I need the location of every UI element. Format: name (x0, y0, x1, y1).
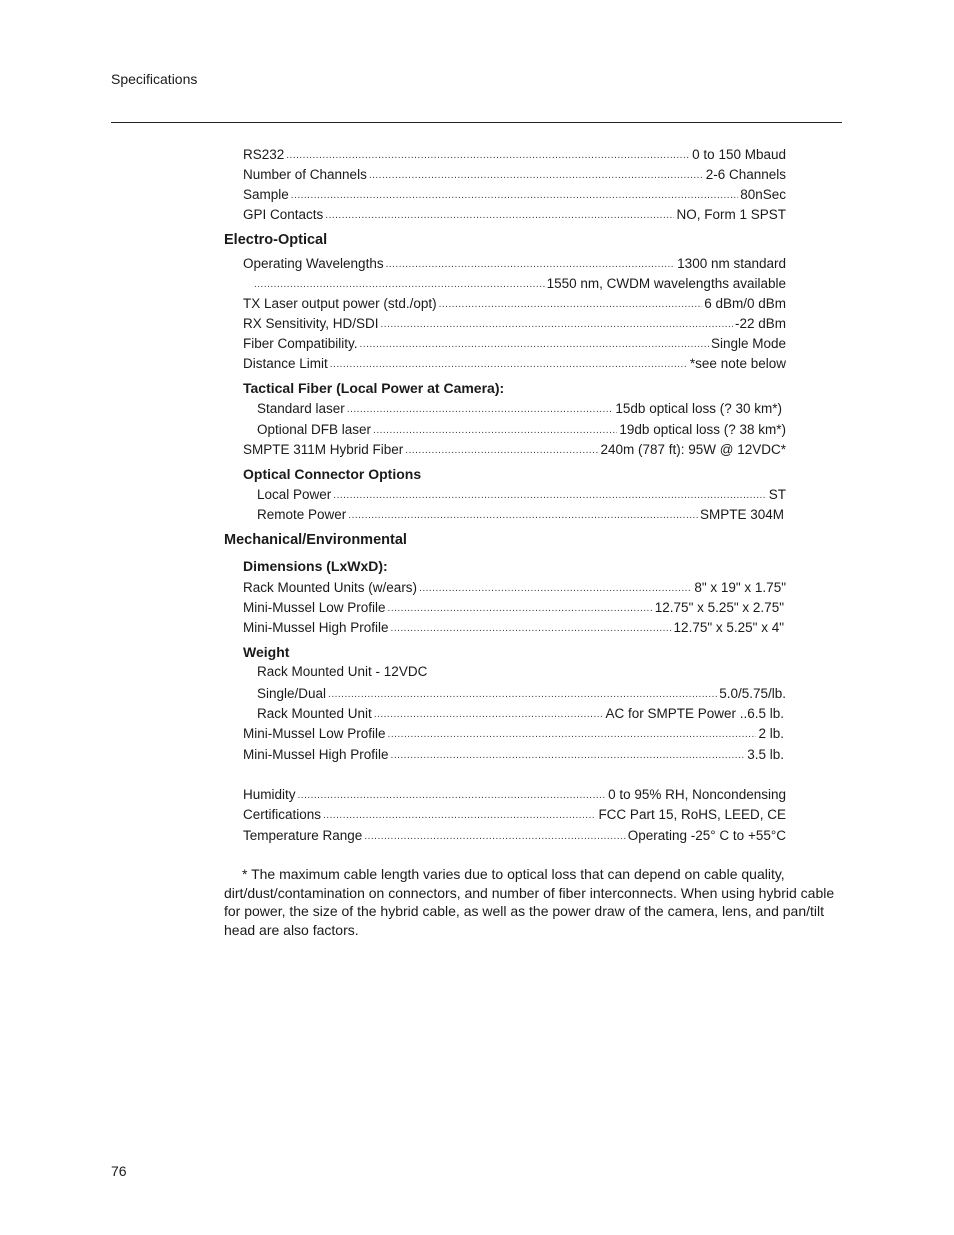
leader-dots (360, 337, 709, 353)
leader-dots (323, 808, 596, 824)
spec-label: Sample (243, 187, 289, 202)
spec-row (243, 334, 786, 353)
footnote (224, 865, 844, 940)
spec-row (243, 165, 786, 184)
spec-label: SMPTE 311M Hybrid Fiber (243, 442, 404, 457)
spec-row (257, 399, 782, 418)
footnote-text: * The maximum cable length varies due to optical loss that can depend on cable quality, dirt/dust/contamination on connectors, and number of fiber interconnects. When using hybrid cable for power, the size of the hybrid cable, as well as the power draw of the camera, lens, and pan/tilt head are also factors. (224, 866, 835, 939)
spec-label: Mini-Mussel High Profile (243, 620, 389, 635)
leader-dots (405, 443, 598, 459)
spec-row (243, 745, 784, 764)
spec-label: Humidity (243, 787, 296, 802)
spec-value: 1550 nm, CWDM wavelengths available (546, 276, 786, 291)
page-number: 76 (111, 1163, 127, 1179)
spec-value: 3.5 lb. (747, 747, 784, 762)
spec-label: Fiber Compatibility. (243, 336, 358, 351)
spec-row (243, 440, 786, 459)
leader-dots (364, 829, 625, 845)
leader-dots (388, 601, 653, 617)
spec-label: Mini-Mussel Low Profile (243, 600, 386, 615)
section-heading: Electro-Optical (224, 232, 328, 248)
leader-dots (386, 257, 676, 273)
spec-row (243, 185, 786, 204)
spec-value: 8" x 19" x 1.75" (694, 580, 786, 595)
spec-value: SMPTE 304M (699, 507, 784, 522)
spec-row (257, 704, 784, 723)
leader-dots (391, 621, 672, 637)
leader-dots (333, 488, 766, 504)
leader-dots (298, 788, 607, 804)
leader-dots (286, 148, 690, 164)
spec-label: Certifications (243, 807, 322, 822)
subsection-heading: Weight (243, 644, 290, 660)
leader-dots (347, 402, 614, 418)
spec-value: 240m (787 ft): 95W @ 12VDC* (600, 442, 786, 457)
spec-value: NO, Form 1 SPST (676, 207, 786, 222)
leader-dots (254, 277, 545, 293)
spec-value: -22 dBm (734, 316, 786, 331)
spec-label: Single/Dual (257, 686, 327, 701)
spec-label: GPI Contacts (243, 207, 324, 222)
leader-dots (388, 727, 757, 743)
spec-row (243, 598, 784, 617)
spec-row (252, 274, 786, 293)
spec-row (243, 724, 784, 743)
spec-row (243, 578, 786, 597)
spec-value: ST (768, 487, 786, 502)
leader-dots (419, 581, 692, 597)
weight-label: Rack Mounted Unit - 12VDC (257, 664, 428, 679)
spec-label: Mini-Mussel Low Profile (243, 726, 386, 741)
spec-row (243, 618, 784, 637)
spec-row (243, 354, 786, 373)
spec-value: Operating -25° C to +55°C (627, 828, 786, 843)
header-rule (111, 122, 842, 123)
subsection-heading: Dimensions (LxWxD): (243, 558, 388, 574)
spec-label: Rack Mounted Units (w/ears) (243, 580, 418, 595)
spec-row (257, 485, 786, 504)
spec-row (243, 314, 786, 333)
leader-dots (291, 188, 738, 204)
leader-dots (374, 707, 604, 723)
spec-value: 2 lb. (758, 726, 784, 741)
spec-label: Local Power (257, 487, 332, 502)
spec-value: *see note below (689, 356, 786, 371)
spec-label: Distance Limit (243, 356, 328, 371)
spec-label: Mini-Mussel High Profile (243, 747, 389, 762)
leader-dots (369, 168, 704, 184)
spec-label: Rack Mounted Unit (257, 706, 372, 721)
spec-row (257, 684, 786, 703)
leader-dots (330, 357, 688, 373)
leader-dots (391, 748, 746, 764)
spec-value: 12.75" x 5.25" x 4" (673, 620, 784, 635)
spec-value: 0 to 95% RH, Noncondensing (608, 787, 786, 802)
spec-row (257, 420, 786, 439)
spec-label: Standard laser (257, 401, 345, 416)
spec-row (243, 826, 786, 845)
leader-dots (381, 317, 733, 333)
spec-value: 80nSec (740, 187, 786, 202)
spec-value: 12.75" x 5.25" x 2.75" (654, 600, 784, 615)
spec-row (243, 785, 786, 804)
spec-label: RS232 (243, 147, 285, 162)
spec-row (243, 145, 786, 164)
section-heading: Mechanical/Environmental (224, 532, 407, 548)
spec-value: 5.0/5.75/lb. (719, 686, 786, 701)
spec-label: TX Laser output power (std./opt) (243, 296, 437, 311)
spec-row (243, 254, 786, 273)
leader-dots (348, 508, 698, 524)
spec-label: Remote Power (257, 507, 347, 522)
spec-value: 6 dBm/0 dBm (704, 296, 786, 311)
subsection-heading: Tactical Fiber (Local Power at Camera): (243, 380, 505, 396)
leader-dots (373, 423, 617, 439)
spec-label: Optional DFB laser (257, 422, 372, 437)
spec-label: Operating Wavelengths (243, 256, 384, 271)
spec-label: Temperature Range (243, 828, 363, 843)
spec-value: FCC Part 15, RoHS, LEED, CE (598, 807, 786, 822)
spec-value: 1300 nm standard (677, 256, 786, 271)
spec-label: RX Sensitivity, HD/SDI (243, 316, 379, 331)
subsection-heading: Optical Connector Options (243, 466, 422, 482)
spec-label: Number of Channels (243, 167, 367, 182)
spec-value: 15db optical loss (? 30 km*) (615, 401, 782, 416)
spec-value: 19db optical loss (? 38 km*) (619, 422, 786, 437)
leader-dots (328, 687, 717, 703)
spec-row (243, 205, 786, 224)
spec-row (243, 294, 786, 313)
leader-dots (439, 297, 703, 313)
running-header: Specifications (111, 71, 198, 87)
spec-value: 0 to 150 Mbaud (692, 147, 786, 162)
spec-row (257, 505, 784, 524)
spec-value: 2-6 Channels (705, 167, 786, 182)
spec-value: Single Mode (710, 336, 786, 351)
spec-value: AC for SMPTE Power ..6.5 lb. (605, 706, 784, 721)
spec-row (243, 805, 786, 824)
leader-dots (325, 208, 674, 224)
